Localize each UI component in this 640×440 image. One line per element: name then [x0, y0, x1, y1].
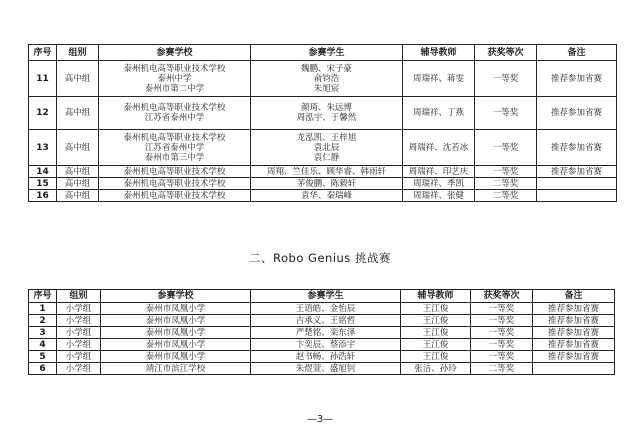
header-cell-number: 序号: [29, 45, 57, 61]
cell-students: 周翔、竺佳乐、顾华睿、韩雨轩: [251, 166, 403, 178]
student-line: 魏鹏、宋子豪: [300, 63, 352, 74]
cell-teachers: 周瑞祥、印艺庆: [403, 166, 475, 178]
cell-note: 推荐参加省赛: [537, 166, 617, 178]
cell-note: [533, 363, 615, 375]
student-line: 颜琦、朱远博: [300, 103, 352, 113]
cell-group: 高中组: [57, 61, 99, 97]
table-row: [29, 303, 615, 315]
header-cell-award: 获奖等次: [475, 45, 537, 61]
header-cell-group: 组别: [57, 290, 101, 303]
header-cell-students: 参赛学生: [251, 45, 403, 61]
school-line: 泰州机电高等职业技术学校: [123, 132, 226, 143]
cell-teachers: 王江俊: [401, 351, 471, 363]
cell-students: 严楚铭、栾东泽: [251, 327, 401, 339]
cell-group: 高中组: [57, 97, 99, 130]
student-line: 朱旭宸: [313, 83, 340, 94]
table-row: [29, 327, 615, 339]
cell-students: 赵书畅、孙浩轩: [251, 351, 401, 363]
cell-school: 泰州机电高等职业技术学校: [99, 178, 251, 190]
cell-group: 小学组: [57, 303, 101, 315]
cell-group: 高中组: [57, 190, 99, 202]
cell-number: 14: [29, 166, 57, 178]
student-line: 俞钧浩: [313, 73, 340, 84]
header-cell-note: 备注: [537, 45, 617, 61]
school-line: 泰州市第二中学: [144, 83, 205, 94]
cell-note: 推荐参加省赛: [537, 130, 617, 166]
cell-students: 卞奕辰、蔡添宇: [251, 339, 401, 351]
cell-group: 高中组: [57, 178, 99, 190]
cell-number: 1: [29, 303, 57, 315]
table-row: [29, 97, 617, 130]
cell-school: 泰州机电高等职业技术学校: [99, 166, 251, 178]
table-row: [29, 351, 615, 363]
cell-award: 一等奖: [475, 61, 537, 97]
cell-award: 一等奖: [471, 303, 533, 315]
cell-number: 11: [29, 61, 57, 97]
student-line: 龙泓凯、王梓旭: [296, 132, 357, 143]
header-cell-teachers: 辅导教师: [401, 290, 471, 303]
cell-teachers: 周瑞祥、季凯: [403, 178, 475, 190]
cell-number: 13: [29, 130, 57, 166]
cell-award: 一等奖: [475, 166, 537, 178]
header-cell-note: 备注: [533, 290, 615, 303]
cell-award: 一等奖: [475, 130, 537, 166]
header-cell-school: 参赛学校: [101, 290, 251, 303]
cell-students: 袁华、秦瑞峰: [251, 190, 403, 202]
cell-teachers: 张洁、孙玲: [401, 363, 471, 375]
student-line: 周泓宇、于馨然: [296, 113, 357, 123]
cell-award: 二等奖: [475, 190, 537, 202]
school-line: 泰州机电高等职业技术学校: [123, 63, 226, 74]
cell-group: 小学组: [57, 327, 101, 339]
cell-teachers: 周瑞祥、沈若冰: [403, 130, 475, 166]
cell-note: [537, 190, 617, 202]
cell-award: 二等奖: [475, 178, 537, 190]
cell-students: 吉承义、王铭哲: [251, 315, 401, 327]
table-row: [29, 178, 617, 190]
cell-award: 一等奖: [471, 315, 533, 327]
cell-school: 泰州机电高等职业技术学校: [99, 190, 251, 202]
school-line: 泰州机电高等职业技术学校: [123, 103, 226, 113]
cell-award: 一等奖: [475, 97, 537, 130]
cell-students: [251, 97, 403, 130]
header-cell-school: 参赛学校: [99, 45, 251, 61]
cell-note: 推荐参加省赛: [533, 327, 615, 339]
cell-students: [251, 61, 403, 97]
cell-group: 小学组: [57, 315, 101, 327]
table-row: [29, 61, 617, 97]
cell-award: 一等奖: [471, 339, 533, 351]
cell-note: 推荐参加省赛: [537, 97, 617, 130]
cell-award: 一等奖: [471, 351, 533, 363]
cell-award: 二等奖: [471, 363, 533, 375]
cell-number: 2: [29, 315, 57, 327]
cell-number: 15: [29, 178, 57, 190]
cell-number: 12: [29, 97, 57, 130]
table-row: [29, 130, 617, 166]
awards-table-robo-genius: [28, 289, 615, 375]
school-line: 江苏省泰州中学: [144, 142, 205, 153]
cell-number: 6: [29, 363, 57, 375]
cell-note: 推荐参加省赛: [533, 351, 615, 363]
school-line: 江苏省泰州中学: [144, 113, 205, 123]
header-cell-students: 参赛学生: [251, 290, 401, 303]
table-header-row: [29, 290, 615, 303]
cell-teachers: 周瑞祥、张健: [403, 190, 475, 202]
table-row: [29, 363, 615, 375]
school-line: 泰州中学: [157, 73, 192, 84]
student-line: 袁仁静: [313, 152, 340, 163]
cell-note: 推荐参加省赛: [533, 339, 615, 351]
header-cell-award: 获奖等次: [471, 290, 533, 303]
cell-number: 3: [29, 327, 57, 339]
cell-teachers: 周瑞祥、蒋雯: [403, 61, 475, 97]
cell-school: [99, 130, 251, 166]
table-row: [29, 315, 615, 327]
cell-note: 推荐参加省赛: [533, 315, 615, 327]
cell-students: 茅俊鹏、陈毅轩: [251, 178, 403, 190]
header-cell-teachers: 辅导教师: [403, 45, 475, 61]
cell-school: 靖江市滨江学校: [101, 363, 251, 375]
cell-teachers: 王江俊: [401, 315, 471, 327]
cell-number: 16: [29, 190, 57, 202]
cell-students: [251, 130, 403, 166]
section-title: 二、Robo Genius 挑战赛: [249, 251, 391, 265]
header-cell-group: 组别: [57, 45, 99, 61]
cell-group: 小学组: [57, 339, 101, 351]
table-row: [29, 190, 617, 202]
cell-students: 朱煜萱、盛旭钊: [251, 363, 401, 375]
table-row: [29, 166, 617, 178]
cell-group: 小学组: [57, 351, 101, 363]
cell-school: 泰州市凤凰小学: [101, 339, 251, 351]
cell-award: 一等奖: [471, 327, 533, 339]
cell-number: 4: [29, 339, 57, 351]
header-cell-number: 序号: [29, 290, 57, 303]
cell-number: 5: [29, 351, 57, 363]
cell-school: 泰州市凤凰小学: [101, 315, 251, 327]
cell-teachers: 周瑞祥、丁燕: [403, 97, 475, 130]
table-row: [29, 339, 615, 351]
cell-teachers: 王江俊: [401, 303, 471, 315]
page-number: —3—: [306, 414, 334, 425]
cell-school: [99, 97, 251, 130]
awards-table-high-school: [28, 44, 617, 202]
cell-school: 泰州市凤凰小学: [101, 351, 251, 363]
cell-group: 高中组: [57, 130, 99, 166]
student-line: 袁北辰: [313, 142, 340, 153]
cell-group: 高中组: [57, 166, 99, 178]
cell-school: [99, 61, 251, 97]
cell-note: [537, 178, 617, 190]
cell-note: 推荐参加省赛: [533, 303, 615, 315]
cell-note: 推荐参加省赛: [537, 61, 617, 97]
cell-school: 泰州市凤凰小学: [101, 327, 251, 339]
cell-teachers: 王江俊: [401, 327, 471, 339]
cell-group: 小学组: [57, 363, 101, 375]
cell-teachers: 王江俊: [401, 339, 471, 351]
cell-students: 王语皓、金怡辰: [251, 303, 401, 315]
school-line: 泰州市第三中学: [144, 152, 205, 163]
table-header-row: [29, 45, 617, 61]
cell-school: 泰州市凤凰小学: [101, 303, 251, 315]
